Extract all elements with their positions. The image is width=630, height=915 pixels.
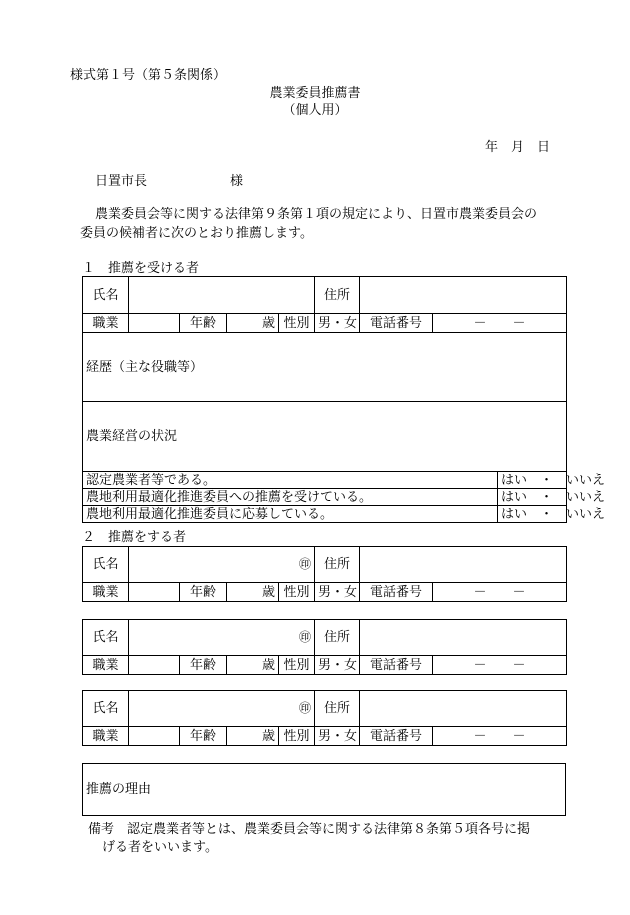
nominator-phone-field[interactable]: － －: [433, 583, 567, 602]
nominator-age-field[interactable]: 歳: [227, 656, 279, 675]
nominator-table: [82, 546, 567, 602]
reason-field[interactable]: [83, 764, 566, 816]
check-label: 農地利用最適化推進委員への推薦を受けている。: [83, 489, 498, 506]
nominator-age-field[interactable]: 歳: [227, 727, 279, 746]
nominator-age-label: 年齢: [180, 727, 227, 746]
reason-label: 推薦の理由: [86, 782, 152, 797]
date-line: 年 月 日: [485, 140, 551, 155]
nominator-phone-field[interactable]: － －: [433, 727, 567, 746]
nominator-sex-label: 性別: [279, 727, 315, 746]
nominator-occupation-label: 職業: [83, 583, 129, 602]
nominator-address-label: 住所: [315, 620, 360, 656]
document-subtitle: （個人用）: [282, 103, 348, 118]
note-line-1: 備考 認定農業者等とは、農業委員会等に関する法律第８条第５項各号に掲: [88, 822, 531, 837]
nominator-age-label: 年齢: [180, 656, 227, 675]
addressee-honorific: 様: [230, 174, 244, 189]
section1-heading: １ 推薦を受ける者: [82, 261, 200, 276]
check-options[interactable]: はい ・ いいえ: [498, 506, 567, 523]
nominator-detail-row: [83, 583, 567, 602]
check-label: 農地利用最適化推進委員に応募している。: [83, 506, 498, 523]
nominee-name-row: [83, 277, 567, 314]
nominator-occupation-field[interactable]: [129, 583, 180, 602]
nominator-occupation-label: 職業: [83, 727, 129, 746]
nominator-sex-label: 性別: [279, 583, 315, 602]
nominee-career-field[interactable]: [83, 333, 567, 402]
nominator-sex-options[interactable]: 男・女: [315, 656, 360, 675]
nominee-farm-field[interactable]: [83, 402, 567, 472]
nominator-age-field[interactable]: 歳: [227, 583, 279, 602]
nominee-name-label: 氏名: [83, 277, 129, 314]
section2-heading: ２ 推薦をする者: [82, 530, 187, 545]
nominator-name-field[interactable]: [129, 620, 315, 656]
nominator-address-label: 住所: [315, 691, 360, 727]
check-options[interactable]: はい ・ いいえ: [498, 472, 567, 489]
reason-table: [82, 763, 566, 816]
nominee-occupation-label: 職業: [83, 314, 129, 333]
nominee-address-field[interactable]: [360, 277, 567, 314]
nominator-sex-label: 性別: [279, 656, 315, 675]
intro-line-1: 農業委員会等に関する法律第９条第１項の規定により、日置市農業委員会の: [95, 207, 538, 222]
nominee-career-row: [83, 333, 567, 402]
nominator-name-row: [83, 620, 567, 656]
nominee-occupation-field[interactable]: [129, 314, 180, 333]
nominator-name-row: [83, 691, 567, 727]
nominator-name-field[interactable]: [129, 547, 315, 583]
nominator-address-field[interactable]: [360, 691, 567, 727]
nominator-phone-label: 電話番号: [360, 727, 433, 746]
form-number: 様式第１号（第５条関係）: [70, 68, 227, 83]
nominator-address-field[interactable]: [360, 547, 567, 583]
nominee-farm-row: [83, 402, 567, 472]
nominator-name-field[interactable]: [129, 691, 315, 727]
nominator-detail-row: [83, 727, 567, 746]
nominee-phone-label: 電話番号: [360, 314, 433, 333]
nominee-career-label: 経歴（主な役職等）: [86, 359, 204, 375]
nominee-sex-label: 性別: [279, 314, 315, 333]
nominator-phone-label: 電話番号: [360, 583, 433, 602]
check-label: 認定農業者等である。: [83, 472, 498, 489]
seal-mark: ㊞: [299, 557, 312, 571]
nominee-age-field[interactable]: 歳: [227, 314, 279, 333]
document-title: 農業委員推薦書: [269, 86, 361, 101]
nominator-detail-row: [83, 656, 567, 675]
nominee-name-field[interactable]: [129, 277, 315, 314]
note-line-2: げる者をいいます。: [102, 840, 218, 855]
nominator-name-label: 氏名: [83, 547, 129, 583]
nominator-address-field[interactable]: [360, 620, 567, 656]
check-row: [83, 472, 567, 489]
nominator-occupation-label: 職業: [83, 656, 129, 675]
nominator-age-label: 年齢: [180, 583, 227, 602]
nominator-occupation-field[interactable]: [129, 656, 180, 675]
check-options[interactable]: はい ・ いいえ: [498, 489, 567, 506]
check-row: [83, 489, 567, 506]
nominator-table: [82, 619, 567, 675]
nominator-sex-options[interactable]: 男・女: [315, 583, 360, 602]
nominee-age-label: 年齢: [180, 314, 227, 333]
nominator-name-row: [83, 547, 567, 583]
seal-mark: ㊞: [299, 701, 312, 715]
addressee-name: 日置市長: [95, 174, 148, 189]
nominee-detail-row: [83, 314, 567, 333]
check-row: [83, 506, 567, 523]
intro-line-2: 委員の候補者に次のとおり推薦します。: [80, 226, 313, 241]
nominator-address-label: 住所: [315, 547, 360, 583]
seal-mark: ㊞: [299, 630, 312, 644]
nominator-phone-field[interactable]: － －: [433, 656, 567, 675]
nominator-sex-options[interactable]: 男・女: [315, 727, 360, 746]
nominee-address-label: 住所: [315, 277, 360, 314]
nominator-name-label: 氏名: [83, 620, 129, 656]
nominee-sex-options[interactable]: 男・女: [315, 314, 360, 333]
nominator-phone-label: 電話番号: [360, 656, 433, 675]
nominator-occupation-field[interactable]: [129, 727, 180, 746]
nominee-phone-field[interactable]: － －: [433, 314, 567, 333]
nominee-farm-label: 農業経営の状況: [86, 429, 178, 444]
nominee-table: [82, 276, 606, 523]
nominator-name-label: 氏名: [83, 691, 129, 727]
nominator-table: [82, 690, 567, 746]
